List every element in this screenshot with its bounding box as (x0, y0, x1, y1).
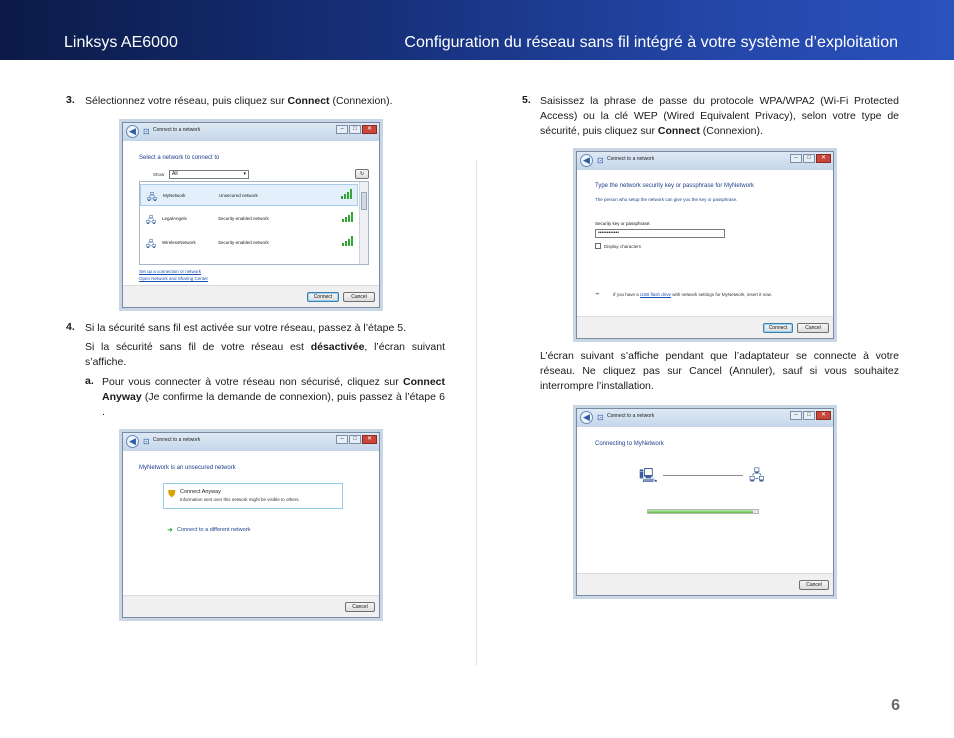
step-5-paragraph: L’écran suivant s’affiche pendant que l’adaptateur se connecte à votre réseau. Ne cliquez pas sur Cancel (Annuler), sauf si vous souhaitez interrompre l’installation. (540, 350, 899, 392)
dialog-select-network (122, 122, 380, 308)
dialog-heading: MyNetwork is an unsecured network (139, 465, 236, 471)
maximize-icon[interactable]: □ (349, 435, 361, 444)
back-arrow-icon[interactable]: ◀ (126, 125, 139, 138)
shield-icon: ⛊ (168, 489, 176, 500)
dialog-title: Connect to a network (607, 156, 655, 162)
maximize-icon[interactable]: □ (803, 411, 815, 420)
cancel-button[interactable]: Cancel (345, 602, 375, 612)
security-key-label: Security key or passphrase: (595, 221, 651, 226)
back-arrow-icon[interactable]: ◀ (126, 435, 139, 448)
titlebar (123, 433, 379, 451)
usb-text: If you have a USB flash drive with network settings for MyNetwork, insert it now. (613, 292, 772, 297)
dialog-heading: Type the network security key or passphrase for MyNetwork (595, 183, 755, 189)
dialog-title: Connect to a network (153, 127, 201, 133)
network-row[interactable] (140, 208, 358, 230)
minimize-icon[interactable]: – (336, 435, 348, 444)
network-status: Security-enabled network (218, 216, 269, 221)
refresh-button[interactable]: ↻ (355, 169, 369, 179)
network-list (139, 181, 369, 265)
dialog-title: Connect to a network (153, 437, 201, 443)
list-scrollbar[interactable] (359, 182, 368, 264)
step-3-text: Sélectionnez votre réseau, puis cliquez sur Connect (Connexion). (85, 95, 393, 107)
close-icon[interactable]: ✕ (816, 411, 831, 420)
signal-strength-icon (341, 189, 353, 199)
product-name: Linksys AE6000 (64, 34, 178, 51)
dialog-title: Connect to a network (607, 413, 655, 419)
step-4-text: Si la sécurité sans fil est activée sur votre réseau, passez à l’étape 5. (85, 322, 406, 334)
network-name: WirelessNetwork (162, 240, 196, 245)
connect-anyway-option[interactable] (163, 483, 343, 509)
scrollbar-thumb[interactable] (361, 192, 367, 210)
usb-drive-icon: ⌁ (595, 289, 600, 298)
different-network-link[interactable]: Connect to a different network (177, 527, 251, 533)
dialog-subtext: The person who setup the network can give you the key or passphrase. (595, 197, 738, 202)
setup-connection-link[interactable]: Set up a connection or network (139, 269, 202, 274)
arrow-right-icon: ➜ (167, 527, 173, 534)
cancel-button[interactable]: Cancel (799, 580, 829, 590)
page-number: 6 (891, 697, 900, 714)
dialog-security-key (576, 151, 834, 339)
security-key-input[interactable]: •••••••••••• (595, 229, 725, 238)
display-characters-label: Display characters (604, 244, 642, 249)
dialog-heading: Connecting to MyNetwork (595, 441, 664, 447)
titlebar (123, 123, 379, 141)
dialog-heading: Select a network to connect to (139, 155, 220, 161)
dialog-footer (123, 595, 379, 617)
connect-button[interactable]: Connect (307, 292, 339, 302)
show-select[interactable]: All ▾ (169, 170, 249, 179)
page-header (0, 0, 954, 60)
network-center-link[interactable]: Open Network and Sharing Center (139, 276, 209, 281)
network-computer-icon: 🖧 (146, 239, 157, 249)
network-icon: ⊡ (143, 127, 150, 136)
back-arrow-icon[interactable]: ◀ (580, 154, 593, 167)
step-4a-text: Pour vous connecter à votre réseau non sécurisé, cliquez sur Connect Anyway (Je confirme la demande de connexion), puis passez à l’étape 6 . (102, 376, 445, 418)
usb-flash-drive-link[interactable]: USB flash drive (640, 292, 672, 297)
signal-strength-icon (342, 212, 354, 222)
minimize-icon[interactable]: – (790, 411, 802, 420)
connection-progress-bar (647, 509, 759, 514)
close-icon[interactable]: ✕ (362, 125, 377, 134)
network-row[interactable] (140, 232, 358, 254)
dialog-connecting (576, 408, 834, 596)
step-3-number: 3. (66, 94, 75, 106)
network-row[interactable] (140, 184, 358, 206)
dialog-unsecured-network (122, 432, 380, 618)
minimize-icon[interactable]: – (790, 154, 802, 163)
network-computer-icon: 🖧 (146, 215, 157, 225)
step-4-number: 4. (66, 321, 75, 333)
column-divider (476, 160, 477, 666)
network-icon: ⊡ (597, 156, 604, 165)
cancel-button[interactable]: Cancel (343, 292, 375, 302)
connect-button[interactable]: Connect (763, 323, 793, 333)
network-computer-icon: 🖧 (147, 192, 158, 202)
computer-icon: 🖳 (639, 467, 658, 483)
minimize-icon[interactable]: – (336, 125, 348, 134)
network-name: MyNetwork (163, 193, 186, 198)
network-computers-icon: 🖧 (749, 467, 765, 483)
step-4a-number: a. (85, 375, 94, 387)
titlebar (577, 409, 833, 427)
chapter-title: Configuration du réseau sans fil intégré à votre système d’exploitation (404, 34, 898, 51)
network-name: LegalAngels (162, 216, 187, 221)
connection-line (663, 475, 743, 476)
step-4-paragraph: Si la sécurité sans fil de votre réseau est désactivée, l’écran suivant s’affiche. (85, 341, 445, 368)
dialog-footer (577, 573, 833, 595)
network-icon: ⊡ (597, 413, 604, 422)
maximize-icon[interactable]: □ (349, 125, 361, 134)
close-icon[interactable]: ✕ (816, 154, 831, 163)
close-icon[interactable]: ✕ (362, 435, 377, 444)
step-5-text: Saisissez la phrase de passe du protocole WPA/WPA2 (Wi-Fi Protected Access) ou la clé WEP (Wired Equivalent Privacy), selon votre type de sécurité, puis cliquez sur Connect (Connexion). (540, 95, 899, 137)
dialog-footer (123, 285, 379, 307)
step-5-number: 5. (522, 94, 531, 106)
dialog-footer (577, 316, 833, 338)
signal-strength-icon (342, 236, 354, 246)
network-status: Security-enabled network (218, 240, 269, 245)
progress-fill (648, 510, 753, 513)
cancel-button[interactable]: Cancel (797, 323, 829, 333)
chevron-down-icon: ▾ (243, 171, 246, 177)
display-characters-checkbox[interactable] (595, 243, 601, 249)
titlebar (577, 152, 833, 170)
network-icon: ⊡ (143, 437, 150, 446)
option-title: Connect Anyway (180, 489, 221, 495)
option-description: Information sent over this network might be visible to others. (180, 497, 300, 502)
show-label: Show (153, 172, 165, 177)
maximize-icon[interactable]: □ (803, 154, 815, 163)
network-status: Unsecured network (219, 193, 258, 198)
back-arrow-icon[interactable]: ◀ (580, 411, 593, 424)
